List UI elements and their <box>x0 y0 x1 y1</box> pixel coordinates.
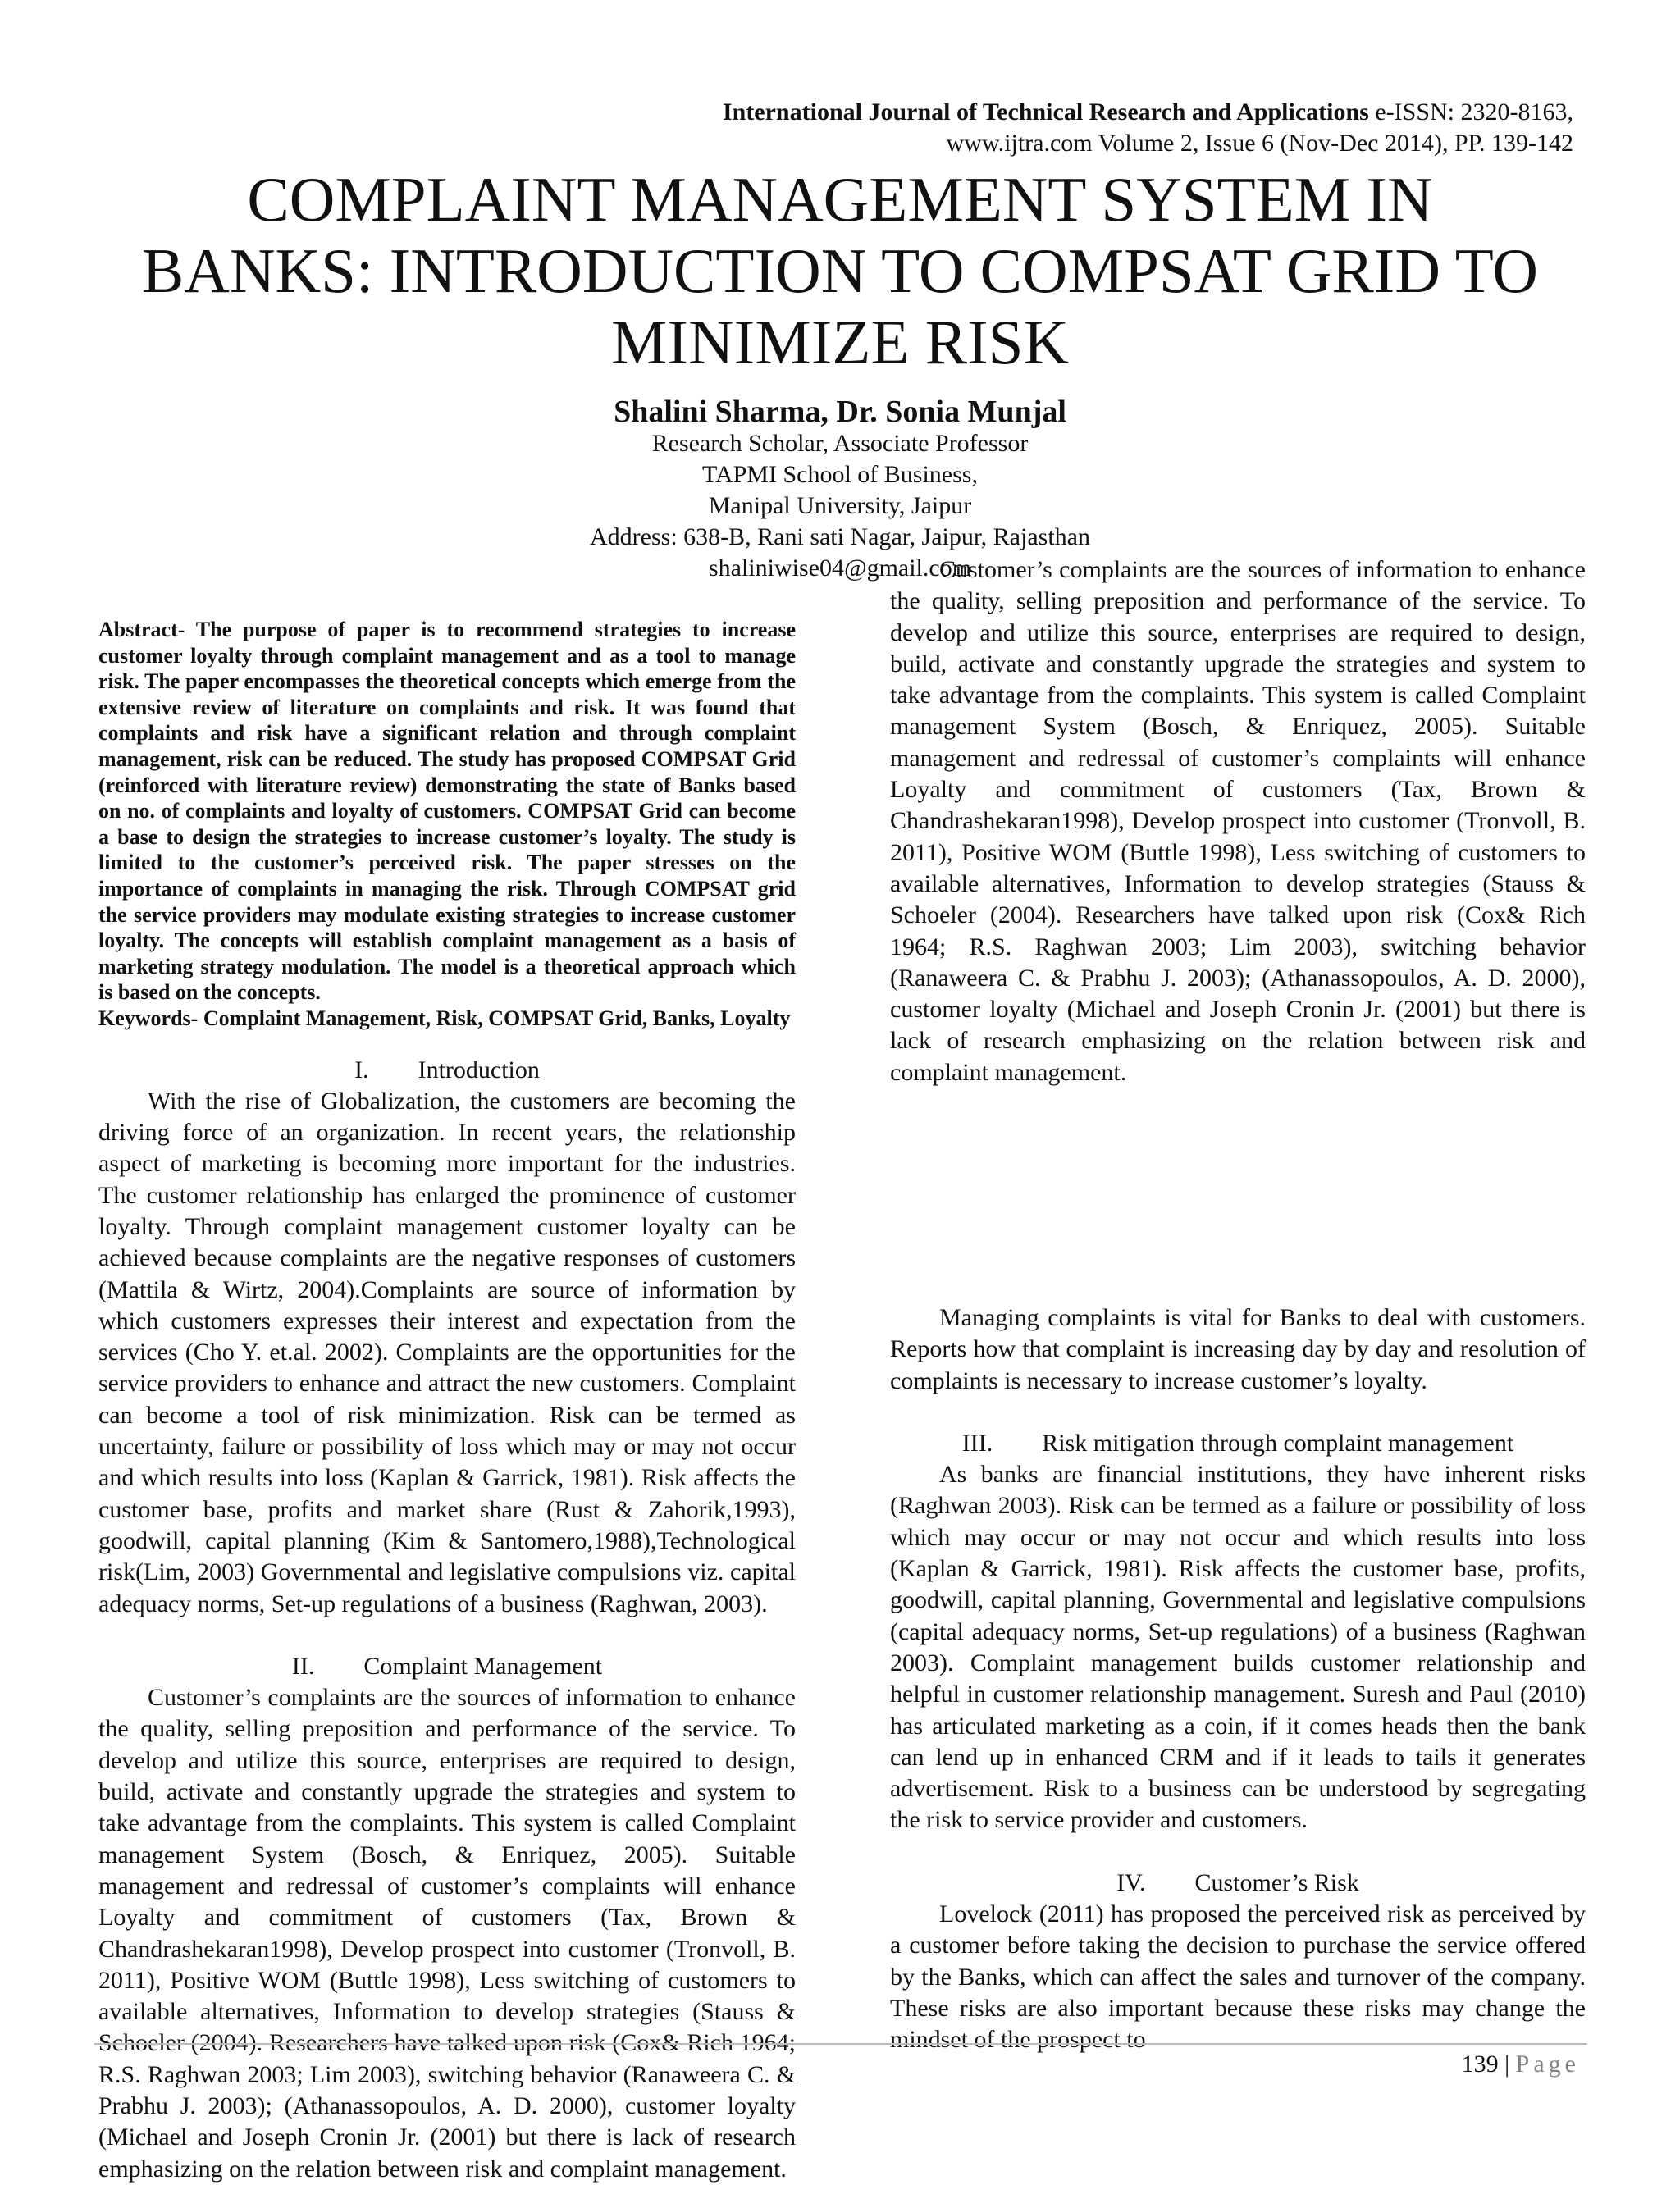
section-number: IV. <box>1116 1868 1146 1896</box>
section-heading-customers-risk <box>890 1868 1586 1899</box>
author-names: Shalini Sharma, Dr. Sonia Munjal <box>614 395 1066 429</box>
right-column <box>890 556 1586 2056</box>
page-number-value: 139 <box>1461 2050 1499 2078</box>
title-line: MINIMIZE RISK <box>610 307 1070 377</box>
paper-title <box>0 164 1680 378</box>
paragraph: As banks are financial institutions, they have inherent risks (Raghwan 2003). Risk can be termed as a failure or possibility of loss which may occur or may not occur and which results into loss (Kaplan & Garrick, 1981). Risk affects the customer base, profits, goodwill, capital planning, Governmental and legislative compulsions (capital adequacy norms, Set-up regulations) of a business (Raghwan 2003). Complaint management builds customer relationship and helpful in customer relationship management. Suresh and Paul (2010) has articulated marketing as a coin, if it comes heads then the bank can lend up in enhanced CRM and if it leads to tails it generates advertisement. Risk to a business can be understood by segregating the risk to service provider and customers. <box>890 1461 1586 1834</box>
section-heading-introduction <box>98 1055 796 1086</box>
paragraph: Managing complaints is vital for Banks to deal with customers. Reports how that complaint is increasing day by day and resolution of complaints is necessary to increase customer’s loyalty. <box>890 1304 1586 1394</box>
section-number: III. <box>961 1429 993 1457</box>
section-number: II. <box>291 1652 315 1680</box>
paragraph: Customer’s complaints are the sources of information to enhance the quality, selling preposition and performance of the service. To develop and utilize this source, enterprises are required to design, build, activate and constantly upgrade the strategies and system to take advantage from the complaints. This system is called Complaint management System (Bosch, & Enriquez, 2005). Suitable management and redressal of customer’s complaints will enhance Loyalty and commitment of customers (Tax, Brown & Chandrashekaran1998), Develop prospect into customer (Tronvoll, B. 2011), Positive WOM (Buttle 1998), Less switching of customers to available alternatives, Information to develop strategies (Stauss & Schoeler (2004). Researchers have talked upon risk (Cox& Rich 1964; R.S. Raghwan 2003; Lim 2003), switching behavior (Ranaweera C. & Prabhu J. 2003); (Athanassopoulos, A. D. 2000), customer loyalty (Michael and Joseph Cronin Jr. (2001) but there is lack of research emphasizing on the relation between risk and complaint management. <box>890 556 1586 1086</box>
paragraph: Lovelock (2011) has proposed the perceived risk as perceived by a customer before taking the decision to purchase the service offered by the Banks, which can affect the sales and turnover of the company. These risks are also important because these risks may change the mindset of the prospect to <box>890 1900 1586 2054</box>
affiliation-email: shaliniwise04@gmail.com <box>708 554 972 582</box>
affiliation-school: TAPMI School of Business, <box>702 461 978 488</box>
affiliation-positions: Research Scholar, Associate Professor <box>651 430 1029 457</box>
section-heading-risk-mitigation <box>890 1428 1586 1459</box>
journal-header-line-1 <box>723 97 1573 128</box>
page-label: Page <box>1515 2050 1580 2078</box>
journal-volume-line: www.ijtra.com Volume 2, Issue 6 (Nov-Dec 2014), PP. 139-142 <box>946 130 1573 157</box>
paragraph-continuation <box>890 554 1586 1302</box>
abstract: Abstract- The purpose of paper is to recommend strategies to increase customer loyalty through complaint management and as a tool to manage risk. The paper encompasses the theoretical concepts which emerge from the extensive review of literature on complaints and risk. It was found that complaints and risk have a significant relation and through complaint management, risk can be reduced. The study has proposed COMPSAT Grid (reinforced with literature review) demonstrating the state of Banks based on no. of complaints and loyalty of customers. COMPSAT Grid can become a base to design the strategies to increase customer’s loyalty. The study is limited to the customer’s perceived risk. The paper stresses on the importance of complaints in managing the risk. Through COMPSAT grid the service providers may modulate existing strategies to increase customer loyalty. The concepts will establish complaint management as a basis of marketing strategy modulation. The model is a theoretical approach which is based on the concepts. <box>98 618 796 1005</box>
affiliation-address: Address: 638-B, Rani sati Nagar, Jaipur, Rajasthan <box>590 523 1090 550</box>
page-number <box>1462 2050 1580 2078</box>
section-title: Risk mitigation through complaint management <box>1042 1429 1514 1457</box>
section-heading-complaint-management <box>98 1651 796 1682</box>
keywords: Keywords- Complaint Management, Risk, COMPSAT Grid, Banks, Loyalty <box>98 1006 791 1030</box>
title-line: BANKS: INTRODUCTION TO COMPSAT GRID TO <box>141 235 1539 306</box>
section-title: Complaint Management <box>363 1652 603 1680</box>
section-title: Introduction <box>418 1056 540 1083</box>
journal-name: International Journal of Technical Research and Applications <box>722 98 1369 125</box>
title-line: COMPLAINT MANAGEMENT SYSTEM IN <box>247 164 1433 235</box>
paragraph: With the rise of Globalization, the customers are becoming the driving force of an organization. In recent years, the relationship aspect of marketing is becoming more important for the industries. The customer relationship has enlarged the prominence of customer loyalty. Through complaint management customer loyalty can be achieved because complaints are the negative responses of customers (Mattila & Wirtz, 2004).Complaints are source of information by which customers expresses their interest and expectation from the services (Cho Y. et.al. 2002). Complaints are the opportunities for the service providers to enhance and attract the new customers. Complaint can become a tool of risk minimization. Risk can be termed as uncertainty, failure or possibility of loss which may or may not occur and which results into loss (Kaplan & Garrick, 1981). Risk affects the customer base, profits and market share (Rust & Zahorik,1993), goodwill, capital planning (Kim & Santomero,1988),Technological risk(Lim, 2003) Governmental and legislative compulsions viz. capital adequacy norms, Set-up regulations of a business (Raghwan, 2003). <box>98 1087 796 1617</box>
section-title: Customer’s Risk <box>1194 1868 1359 1896</box>
section-number: I. <box>354 1056 369 1083</box>
paragraph: Customer’s complaints are the sources of information to enhance the quality, selling preposition and performance of the service. To develop and utilize this source, enterprises are required to design, build, activate and constantly upgrade the strategies and system to take advantage from the complaints. This system is called Complaint management System (Bosch, & Enriquez, 2005). Suitable management and redressal of customer’s complaints will enhance Loyalty and commitment of customers (Tax, Brown & Chandrashekaran1998), Develop prospect into customer (Tronvoll, B. 2011), Positive WOM (Buttle 1998), Less switching of customers to available alternatives, Information to develop strategies (Stauss & Schoeler (2004). Researchers have talked upon risk (Cox& Rich 1964; R.S. Raghwan 2003; Lim 2003), switching behavior (Ranaweera C. & Prabhu J. 2003); (Athanassopoulos, A. D. 2000), customer loyalty (Michael and Joseph Cronin Jr. (2001) but there is lack of research emphasizing on the relation between risk and complaint management. <box>98 1684 796 2183</box>
journal-header <box>723 97 1573 159</box>
page-number-separator: | <box>1504 2050 1510 2078</box>
affiliation-university: Manipal University, Jaipur <box>708 492 972 519</box>
footer-divider <box>94 2043 1587 2045</box>
journal-issn: e-ISSN: 2320-8163, <box>1375 98 1573 125</box>
left-column <box>98 617 796 2183</box>
